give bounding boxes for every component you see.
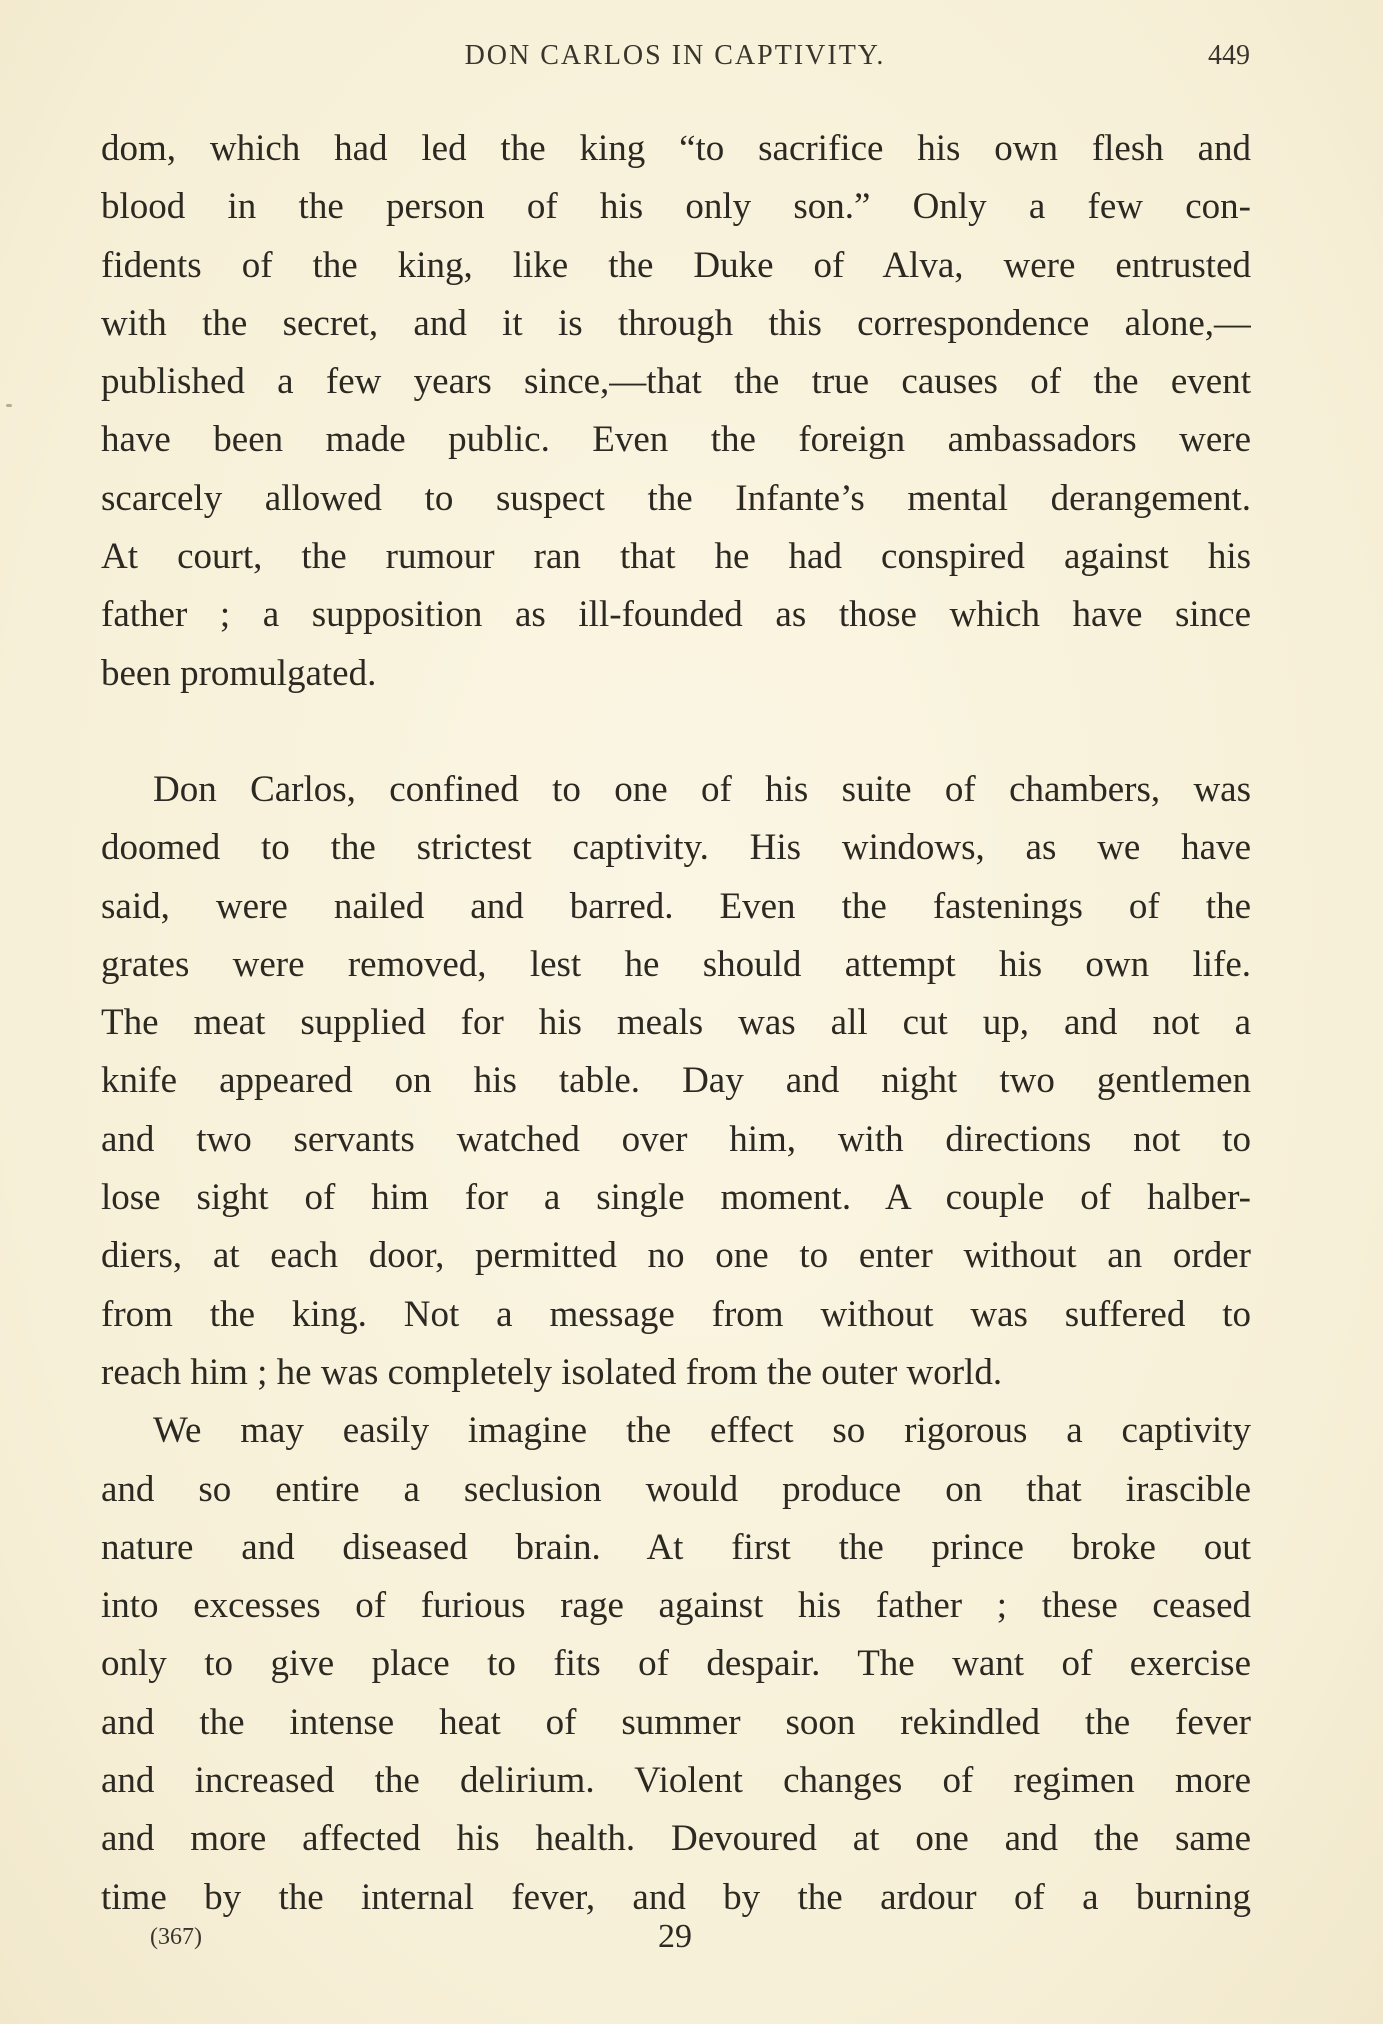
text-line: and so entire a seclusion would produce on that irascible [101, 1468, 1251, 1510]
text-line: and the intense heat of summer soon rekindled the fever [101, 1701, 1251, 1743]
text-line: published a few years since,—that the true causes of the event [101, 361, 1251, 403]
signature-mark: (367) [150, 1924, 202, 1950]
text-line: father ; a supposition as ill-founded as those which have since [101, 594, 1251, 636]
running-head [100, 40, 1250, 80]
text-line: nature and diseased brain. At first the prince broke out [101, 1526, 1251, 1568]
paragraph-1 [101, 120, 1251, 703]
text-line: grates were removed, lest he should attempt his own life. [101, 943, 1251, 985]
text-line: dom, which had led the king “to sacrifice his own flesh and [101, 128, 1251, 169]
text-line: doomed to the strictest captivity. His windows, as we have [101, 827, 1251, 869]
text-line: and more affected his health. Devoured at one and the same [101, 1818, 1251, 1860]
text-line: reach him ; he was completely isolated from the outer world. [101, 1351, 1003, 1393]
text-line: diers, at each door, permitted no one to enter without an order [101, 1235, 1251, 1277]
text-line: The meat supplied for his meals was all cut up, and not a [101, 1002, 1251, 1044]
text-line: scarcely allowed to suspect the Infante’s mental derangement. [101, 477, 1251, 519]
text-line: only to give place to fits of despair. The want of exercise [101, 1643, 1251, 1685]
text-line: time by the internal fever, and by the ardour of a burning [101, 1876, 1251, 1918]
text-line: and two servants watched over him, with directions not to [101, 1118, 1251, 1160]
text-line: with the secret, and it is through this correspondence alone,— [101, 302, 1251, 344]
text-line: been promulgated. [101, 652, 377, 694]
paragraph-2 [101, 761, 1251, 1402]
section-break [101, 703, 1251, 761]
text-line: Don Carlos, confined to one of his suite of chambers, was [153, 768, 1251, 810]
signature-number: 29 [658, 1918, 692, 1955]
text-line: have been made public. Even the foreign ambassadors were [101, 419, 1251, 461]
text-line: and increased the delirium. Violent changes of regimen more [101, 1760, 1251, 1802]
paper-speck [6, 404, 12, 407]
text-line: said, were nailed and barred. Even the fastenings of the [101, 885, 1251, 927]
text-line: fidents of the king, like the Duke of Alva, were entrusted [101, 244, 1251, 286]
body-text [101, 120, 1251, 1927]
paragraph-3 [101, 1402, 1251, 1927]
page-footer [100, 1918, 1250, 1968]
text-line: At court, the rumour ran that he had conspired against his [101, 536, 1251, 578]
text-line: into excesses of furious rage against his father ; these ceased [101, 1585, 1251, 1627]
text-line: lose sight of him for a single moment. A couple of halber- [101, 1177, 1251, 1219]
text-line: knife appeared on his table. Day and night two gentlemen [101, 1060, 1251, 1102]
text-line: from the king. Not a message from without was suffered to [101, 1293, 1251, 1335]
text-line: We may easily imagine the effect so rigorous a captivity [153, 1410, 1251, 1452]
running-title: DON CARLOS IN CAPTIVITY. [464, 40, 886, 71]
page-number: 449 [1208, 40, 1250, 71]
text-line: blood in the person of his only son.” Only a few con- [101, 186, 1251, 228]
